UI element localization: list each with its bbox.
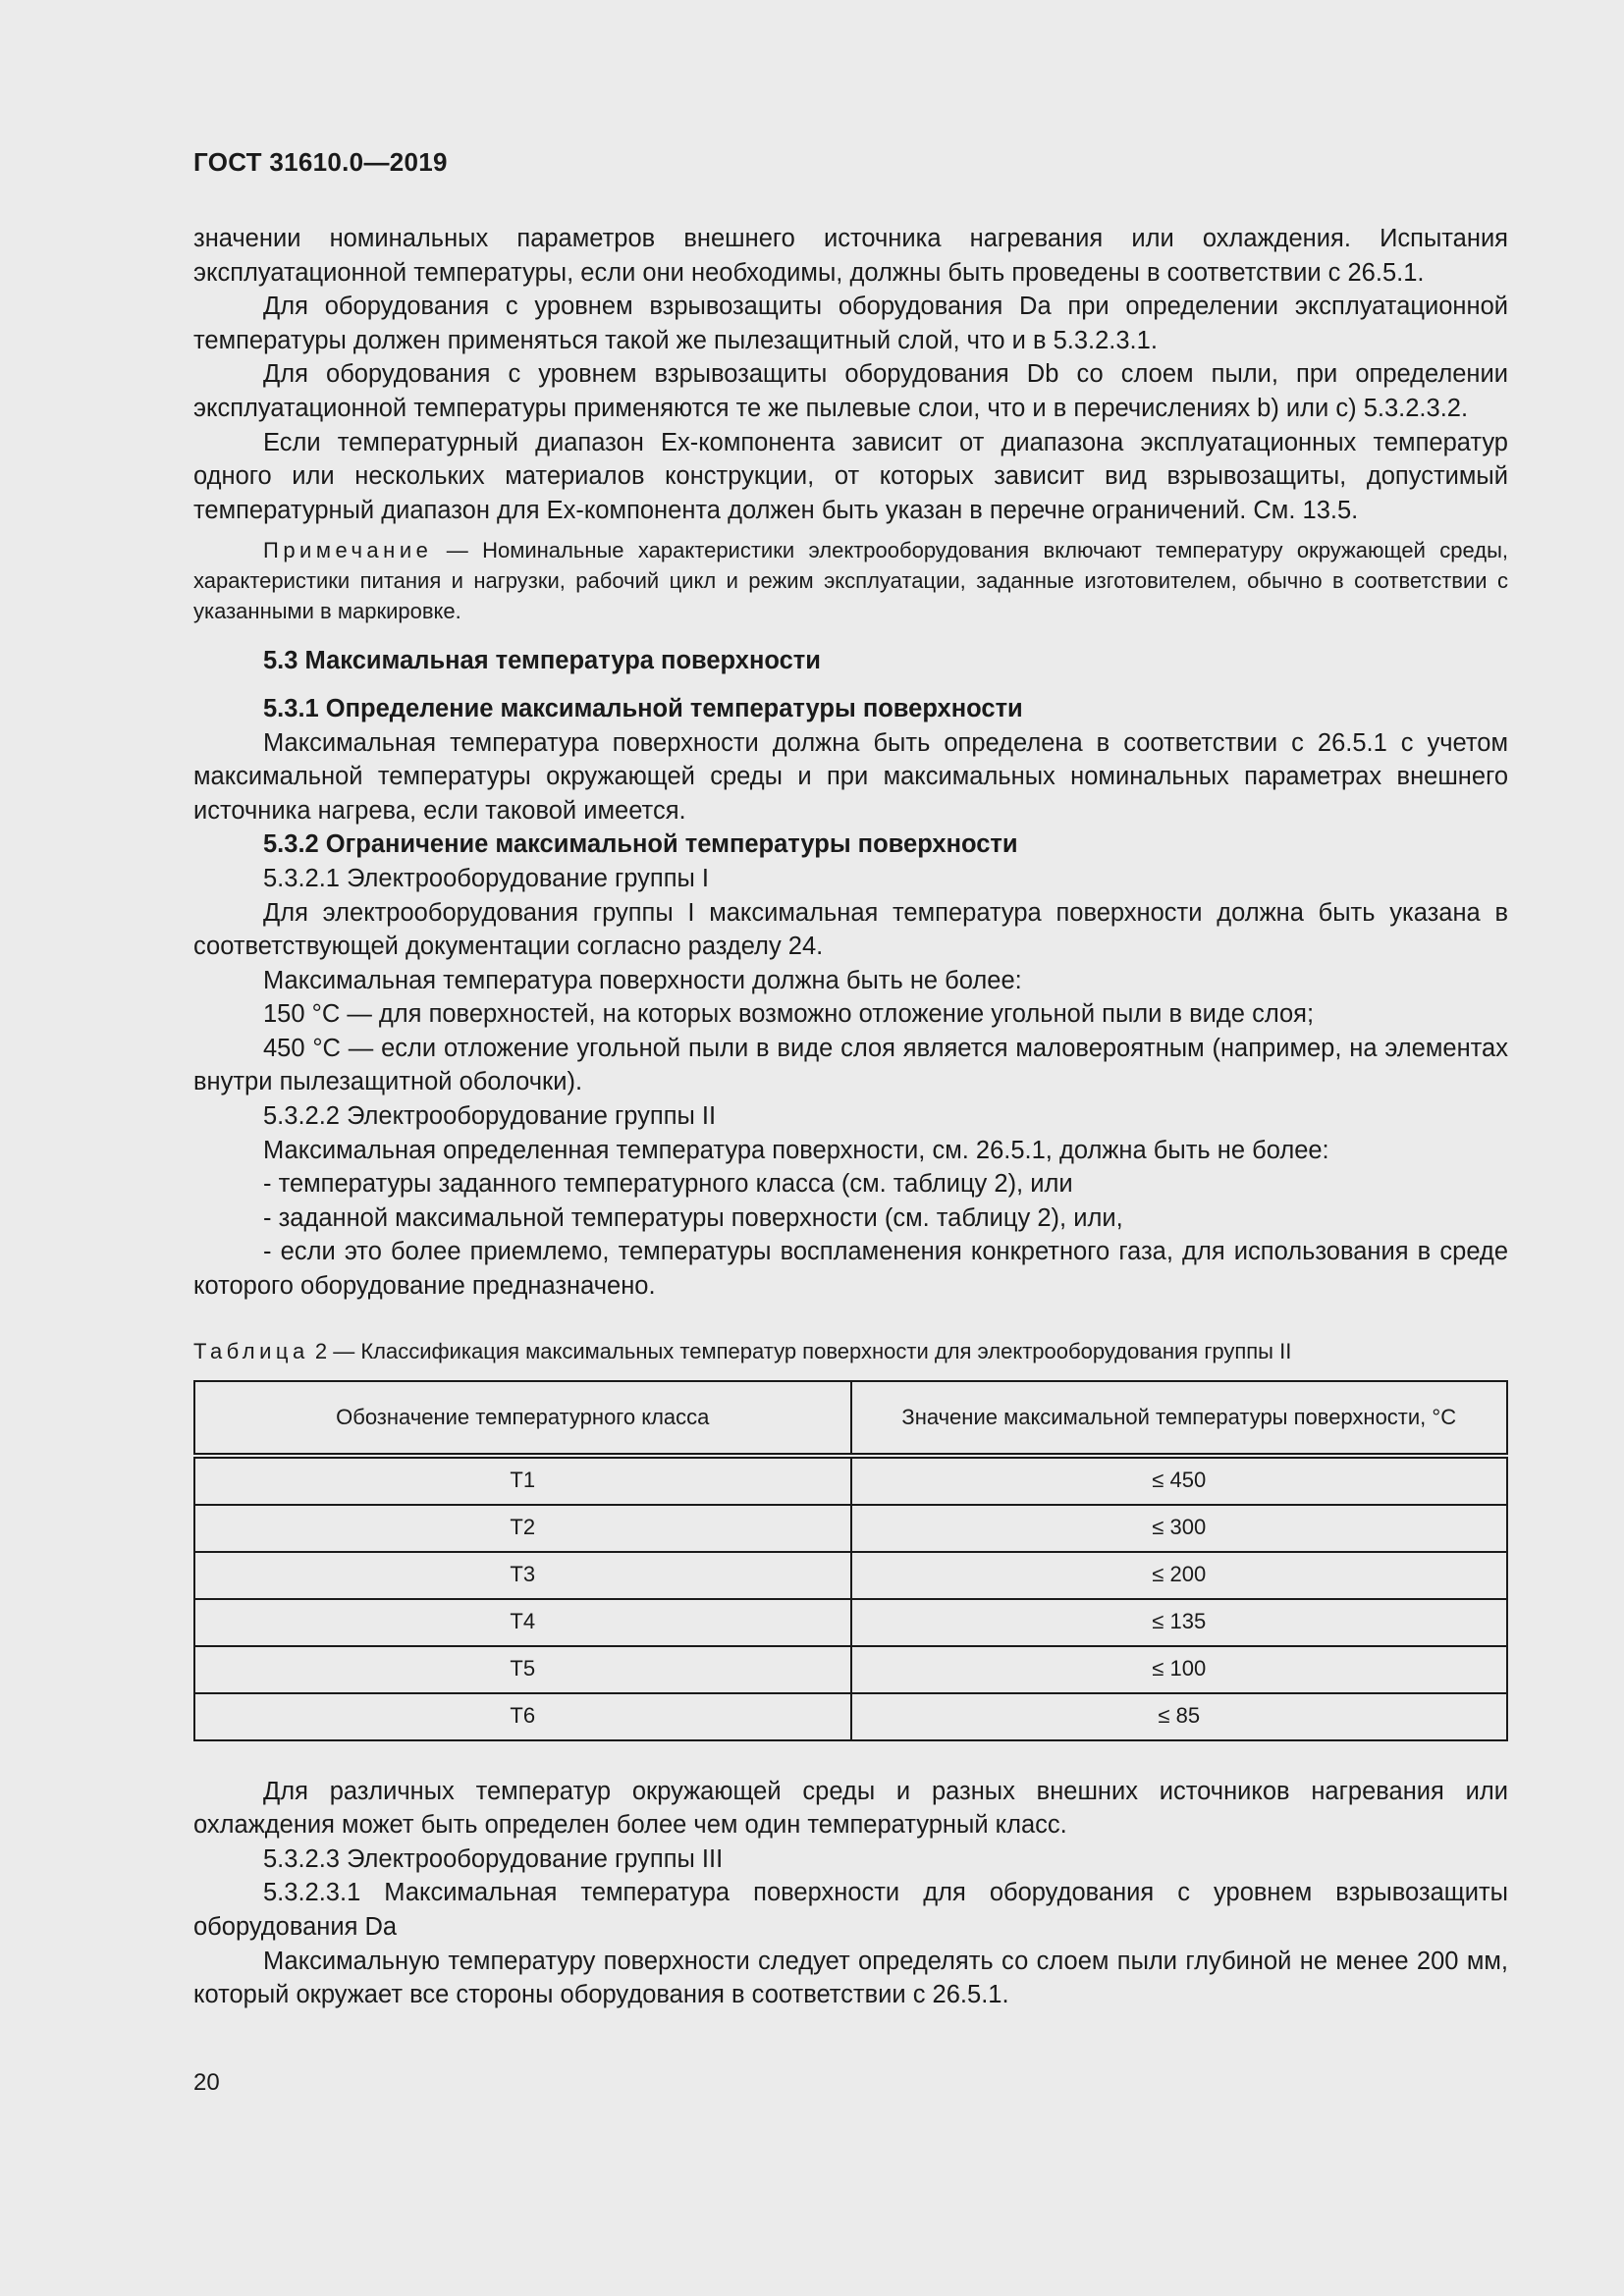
document-header: ГОСТ 31610.0—2019 bbox=[193, 147, 448, 177]
section-heading-5-3-2: 5.3.2 Ограничение максимальной температуры поверхности bbox=[263, 830, 1018, 859]
paragraph: Для оборудования с уровнем взрывозащиты оборудования Db со слоем пыли, при определении эксплуатационной температуры применяются те же пылевые слои, что и в перечислениях b) или c) 5.3.2.3.2. bbox=[193, 360, 1508, 422]
table-caption bbox=[193, 1337, 1508, 1366]
subsection-heading-5-3-2-1: 5.3.2.1 Электрооборудование группы I bbox=[263, 864, 710, 892]
paragraph: 5.3.2.3.1 Максимальная температура поверхности для оборудования с уровнем взрывозащиты оборудования Da bbox=[193, 1879, 1508, 1941]
paragraph: Максимальная определенная температура поверхности, см. 26.5.1, должна быть не более: bbox=[263, 1136, 1329, 1164]
table-cell: Т3 bbox=[194, 1552, 851, 1599]
paragraph: Максимальная температура поверхности должна быть не более: bbox=[263, 966, 1022, 994]
table-cell: ≤ 200 bbox=[851, 1552, 1508, 1599]
table-row bbox=[194, 1599, 1507, 1646]
table-cell: Т5 bbox=[194, 1646, 851, 1693]
table-row bbox=[194, 1646, 1507, 1693]
table-cell: Т1 bbox=[194, 1456, 851, 1505]
subsection-heading-5-3-2-2: 5.3.2.2 Электрооборудование группы II bbox=[263, 1102, 717, 1131]
list-item: - температуры заданного температурного класса (см. таблицу 2), или bbox=[263, 1170, 1073, 1199]
page-number: 20 bbox=[193, 2069, 220, 2096]
section-heading-5-3: 5.3 Максимальная температура поверхности bbox=[263, 647, 821, 675]
table-cell: ≤ 300 bbox=[851, 1505, 1508, 1552]
paragraph: 450 °С — если отложение угольной пыли в виде слоя является маловероятным (например, на элементах внутри пылезащитной оболочки). bbox=[193, 1034, 1508, 1096]
paragraph: 150 °С — для поверхностей, на которых возможно отложение угольной пыли в виде слоя; bbox=[263, 1000, 1315, 1029]
document-body bbox=[193, 222, 1508, 2012]
paragraph: Максимальная температура поверхности должна быть определена в соответствии с 26.5.1 с учетом максимальной температуры окружающей среды и при максимальных номинальных параметрах внешнего источника нагрева, если таковой имеется. bbox=[193, 728, 1508, 825]
table-caption-text: 2 — Классификация максимальных температур поверхности для электрооборудования группы II bbox=[308, 1338, 1292, 1363]
table-header-cell: Обозначение температурного класса bbox=[194, 1381, 851, 1456]
paragraph: значении номинальных параметров внешнего источника нагревания или охлаждения. Испытания эксплуатационной температуры, если они необходимы, должны быть проведены в соответствии с 26.5.1. bbox=[193, 225, 1508, 287]
note-text: — Номинальные характеристики электрооборудования включают температуру окружающей среды, характеристики питания и нагрузки, рабочий цикл и режим эксплуатации, заданные изготовителем, обычно в соответствии с указанными в маркировке. bbox=[193, 538, 1508, 624]
table-row bbox=[194, 1505, 1507, 1552]
table-cell: Т6 bbox=[194, 1693, 851, 1740]
temperature-class-table bbox=[193, 1380, 1508, 1741]
table-cell: Т2 bbox=[194, 1505, 851, 1552]
table-caption-label: Таблица bbox=[193, 1338, 309, 1363]
paragraph: Для различных температур окружающей среды и разных внешних источников нагревания или охлаждения может быть определен более чем один температурный класс. bbox=[193, 1777, 1508, 1840]
list-item: - если это более приемлемо, температуры воспламенения конкретного газа, для использования в среде которого оборудование предназначено. bbox=[193, 1238, 1508, 1301]
table-header-cell: Значение максимальной температуры поверхности, °С bbox=[851, 1381, 1508, 1456]
paragraph: Максимальную температуру поверхности следует определять со слоем пыли глубиной не менее 200 мм, который окружает все стороны оборудования в соответствии с 26.5.1. bbox=[193, 1947, 1508, 2009]
paragraph: Для оборудования с уровнем взрывозащиты оборудования Da при определении эксплуатационной температуры должен применяться такой же пылезащитный слой, что и в 5.3.2.3.1. bbox=[193, 293, 1508, 354]
table-row bbox=[194, 1552, 1507, 1599]
table-header-row bbox=[194, 1381, 1507, 1456]
note bbox=[193, 535, 1508, 626]
table-cell: ≤ 100 bbox=[851, 1646, 1508, 1693]
paragraph: Если температурный диапазон Ex-компонента зависит от диапазона эксплуатационных температур одного или нескольких материалов конструкции, от которых зависит вид взрывозащиты, допустимый температурный диапазон для Ex-компонента должен быть указан в перечне ограничений. См. 13.5. bbox=[193, 428, 1508, 524]
table-row bbox=[194, 1693, 1507, 1740]
subsection-heading-5-3-2-3: 5.3.2.3 Электрооборудование группы III bbox=[263, 1844, 724, 1873]
note-label: Примечание bbox=[263, 538, 433, 563]
table-cell: ≤ 135 bbox=[851, 1599, 1508, 1646]
table-row bbox=[194, 1456, 1507, 1505]
table-cell: ≤ 450 bbox=[851, 1456, 1508, 1505]
list-item: - заданной максимальной температуры поверхности (см. таблицу 2), или, bbox=[263, 1203, 1123, 1232]
section-heading-5-3-1: 5.3.1 Определение максимальной температуры поверхности bbox=[263, 694, 1023, 722]
table-cell: ≤ 85 bbox=[851, 1693, 1508, 1740]
paragraph: Для электрооборудования группы I максимальная температура поверхности должна быть указана в соответствующей документации согласно разделу 24. bbox=[193, 898, 1508, 961]
table-cell: Т4 bbox=[194, 1599, 851, 1646]
